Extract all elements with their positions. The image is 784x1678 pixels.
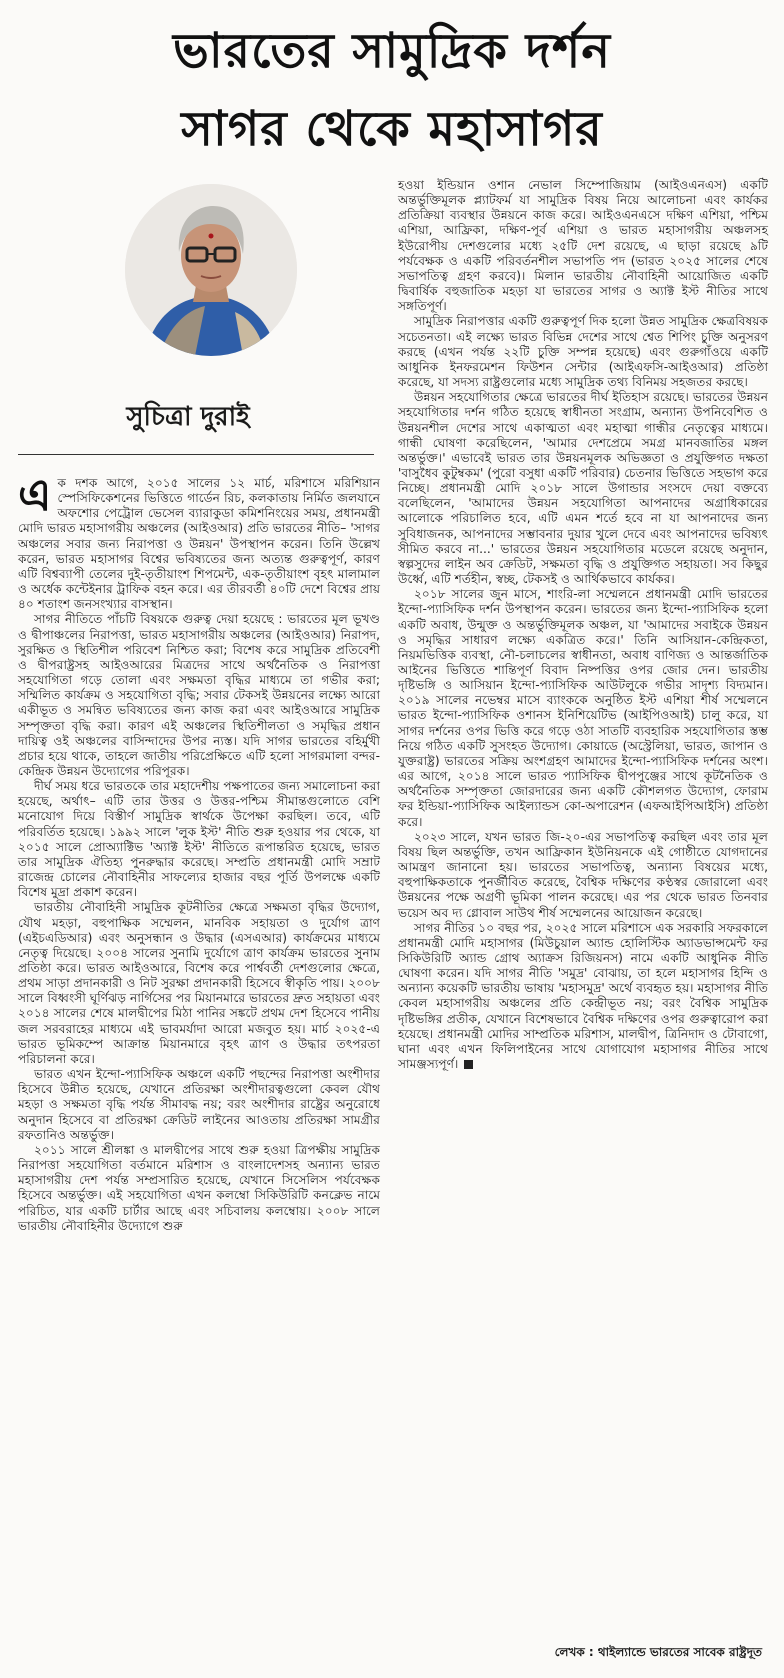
paragraph-6: ২০১১ সালে শ্রীলঙ্কা ও মালদ্বীপের সাথে শুরু হওয়া ত্রিপক্ষীয় সামুদ্রিক নিরাপত্তা সহযোগিতা বর্তমানে মরিশাস ও বাংলাদেশসহ অন্যান্য ভারত মহাসাগরীয় দেশ পর্যন্ত সম্প্রসারিত হয়েছে, যেখানে সিসেলিস পর্যবেক্ষক হিসেবে অন্তর্ভুক্ত। এই সহযোগিতা এখন কলম্বো সিকিউরিটি কনক্লেভ নামে পরিচিত, যার একটি চার্টার আছে এবং সচিবালয় কলম্বোয়। ২০০৮ সালে ভারতীয় নৌবাহিনীর উদ্যোগে শুরু	[18, 1142, 380, 1233]
paragraph-2: সাগর নীতিতে পাঁচটি বিষয়কে গুরুত্ব দেয়া হয়েছে : ভারতের মূল ভূখণ্ড ও দ্বীপাঞ্চলের নিরাপত্তা, ভারত মহাসাগরীয় অঞ্চলের (আইওআর) নিরাপদ, সুরক্ষিত ও স্থিতিশীল পরিবেশ নিশ্চিত করা; বিশেষ করে সামুদ্রিক প্রতিবেশী ও দ্বীপরাষ্ট্রসহ আইওআরের মিত্রদের সাথে অর্থনৈতিক ও নিরাপত্তা সহযোগিতা গড়ে তোলা এবং সক্ষমতা বৃদ্ধির মাধ্যমে তা গভীর করা; সম্মিলিত কার্যক্রম ও সহযোগিতা বৃদ্ধি; সবার টেকসই উন্নয়নের লক্ষ্যে আরো একীভূত ও সমন্বিত ভবিষ্যতের জন্য কাজ করা এবং আইওআরে সামুদ্রিক সম্পৃক্ততা বৃদ্ধি করা। কারণ এই অঞ্চলের স্থিতিশীলতা ও সমৃদ্ধির প্রধান দায়িত্ব ওই অঞ্চলের বাসিন্দাদের উপর ন্যস্ত। যদি সাগর ভারতের বহির্মুখী প্রচার হয়ে থাকে, তাহলে জাতীয় পরিপ্রেক্ষিতে এটি হলো সাগরমালা বন্দর-কেন্দ্রিক উন্নয়ন উদ্যোগের পরিপূরক।	[18, 612, 380, 778]
paragraph-11: ২০২৩ সালে, যখন ভারত জি-২০-এর সভাপতিত্ব করছিল এবং তার মূল বিষয় ছিল অন্তর্ভুক্তি, তখন আফ্রিকান ইউনিয়নকে এই গোষ্ঠীতে যোগদানের আমন্ত্রণ জানানো হয়। ভারতের সভাপতিত্ব, অন্যান্য বিষয়ের মধ্যে, বহুপাক্ষিকতাকে পুনর্জীবিত করেছে, বৈশ্বিক দক্ষিণের কণ্ঠস্বর জোরালো এবং উন্নয়নের পক্ষে অগ্রণী ভূমিকা পালন করেছে। এর পর থেকে ভারত তিনবার ভয়েস অব দ্য গ্লোবাল সাউথ শীর্ষ সম্মেলনের আয়োজন করেছে।	[398, 829, 768, 920]
paragraph-1	[18, 470, 380, 612]
paragraph-1-text: ক দশক আগে, ২০১৫ সালের ১২ মার্চ, মরিশাসে মরিশিয়ান স্পেসিফিকেশনের ভিত্তিতে গার্ডেন রিচ, কলকাতায় নির্মিত জলযানে অফশোর পেট্রোল ভেসেল ব্যারাকুডা কমিশনিংয়ের সময়, প্রধানমন্ত্রী মোদি ভারত মহাসাগরীয় অঞ্চলের (আইওআর) প্রতি ভারতের নীতি– 'সাগর অঞ্চলের সবার জন্য নিরাপত্তা ও উন্নয়ন' উপস্থাপন করেন। তিনি উল্লেখ করেন, ভারত মহাসাগর বিশ্বের ভবিষ্যতের জন্য অত্যন্ত গুরুত্বপূর্ণ, কারণ এটি বিশ্বব্যাপী তেলের দুই-তৃতীয়াংশ শিপমেন্ট, এক-তৃতীয়াংশ বৃহৎ মালামাল ও অর্ধেক কন্টেইনার ট্রাফিক বহন করে। এর তীরবর্তী ৪০টি দেশে বিশ্বের প্রায় ৪০ শতাংশ জনসংখ্যার বাসস্থান।	[18, 476, 380, 612]
paragraph-12	[398, 921, 768, 1073]
headline	[0, 12, 784, 168]
author-name: সুচিত্রা দুরাই	[126, 402, 250, 432]
article-right-column	[398, 178, 768, 1072]
paragraph-10: ২০১৮ সালের জুন মাসে, শাংরি-লা সম্মেলনে প্রধানমন্ত্রী মোদি ভারতের ইন্দো-প্যাসিফিক দর্শন উপস্থাপন করেন। ভারতের জন্য ইন্দো-প্যাসিফিক হলো একটি অবাধ, উন্মুক্ত ও অন্তর্ভুক্তিমূলক অঞ্চল, যা 'আমাদের সবাইকে উন্নয়ন ও সমৃদ্ধির সাধারণ লক্ষ্যে একত্রিত করে।' তিনি আসিয়ান-কেন্দ্রিকতা, নিয়মভিত্তিক ব্যবস্থা, নৌ-চলাচলের স্বাধীনতা, অবাধ বাণিজ্য ও আন্তর্জাতিক আইনের ভিত্তিতে শান্তিপূর্ণ বিবাদ নিষ্পত্তির ওপর জোর দেন। ভারতীয় দৃষ্টিভঙ্গি ও আসিয়ান ইন্দো-প্যাসিফিক আউটলুকে গভীর সাদৃশ্য বিদ্যমান। ২০১৯ সালের নভেম্বর মাসে ব্যাংককে অনুষ্ঠিত ইস্ট এশিয়া শীর্ষ সম্মেলনে ভারত ইন্দো-প্যাসিফিক ওশানস ইনিশিয়েটিভ (আইপিওআই) চালু করে, যা সাগর দর্শনের ওপর ভিত্তি করে গড়ে ওঠা সাতটি ব্যবহারিক সহযোগিতার স্তম্ভ নিয়ে গঠিত একটি সুসংহত উদ্যোগ। কোয়াডে (অস্ট্রেলিয়া, ভারত, জাপান ও যুক্তরাষ্ট্র) ভারতের সক্রিয় অংশগ্রহণ আমাদের ইন্দো-প্যাসিফিক দর্শনের অংশ। এর আগে, ২০১৪ সালে ভারত প্যাসিফিক দ্বীপপুঞ্জের সাথে কূটনৈতিক ও অর্থনৈতিক সম্পৃক্ততা জোরদারের জন্য একটি কৌশলগত উদ্যোগ, ফোরাম ফর ইন্ডিয়া-প্যাসিফিক আইল্যান্ডস কো-অপারেশন (এফআইপিআইসি) প্রতিষ্ঠা করে।	[398, 587, 768, 829]
author-photo	[125, 184, 297, 356]
end-mark-icon	[464, 1060, 473, 1069]
dropcap: এ	[18, 470, 52, 521]
author-portrait-image	[125, 184, 297, 356]
paragraph-9: উন্নয়ন সহযোগিতার ক্ষেত্রে ভারতের দীর্ঘ ইতিহাস রয়েছে। ভারতের উন্নয়ন সহযোগিতার দর্শন গঠিত হয়েছে স্বাধীনতা সংগ্রাম, অন্যান্য উপনিবেশিত ও উন্নয়নশীল দেশের সাথে একাত্মতা এবং মহাত্মা গান্ধীর নেতৃত্বের মাধ্যমে। গান্ধী ঘোষণা করেছিলেন, 'আমার দেশপ্রেমে সমগ্র মানবজাতির মঙ্গল অন্তর্ভুক্ত।' এভাবেই ভারত তার উন্নয়নমূলক অভিজ্ঞতা ও প্রযুক্তিগত দক্ষতা 'বাসুধৈব কুটুম্বকম' (পুরো বসুধা একটি পরিবার) চেতনার ভিত্তিতে সহভাগ করে নিচ্ছে। প্রধানমন্ত্রী মোদি ২০১৮ সালে উগান্ডার সংসদে দেয়া বক্তব্যে বলেছিলেন, 'আমাদের উন্নয়ন সহযোগিতা আপনাদের অগ্রাধিকারের আলোকে পরিচালিত হবে, এটি এমন শর্তে হবে না যা আপনাদের জন্য সুবিধাজনক, আপনাদের সম্ভাবনার দুয়ার খুলে দেবে এবং আপনাদের ভবিষ্যৎ সীমিত করবে না...' ভারতের উন্নয়ন সহযোগিতার মডেলে রয়েছে অনুদান, স্বল্পসুদের লাইন অব ক্রেডিট, সক্ষমতা বৃদ্ধি ও প্রযুক্তিগত সহায়তা। সব কিছুর উর্ধ্বে, এটি শর্তহীন, স্বচ্ছ, টেকসই ও আর্থিকভাবে কার্যকর।	[398, 390, 769, 587]
paragraph-5: ভারত এখন ইন্দো-প্যাসিফিক অঞ্চলে একটি পছন্দের নিরাপত্তা অংশীদার হিসেবে উন্নীত হয়েছে, যেখানে প্রতিরক্ষা অংশীদারত্বগুলো কেবল যৌথ মহড়া ও সক্ষমতা বৃদ্ধি পর্যন্ত সীমাবদ্ধ নয়; বরং অংশীদার রাষ্ট্রের অনুরোধে অনুদান হিসেবে বা প্রতিরক্ষা ক্রেডিট লাইনের আওতায় প্রতিরক্ষা সামগ্রীর রফতানিও অন্তর্ভুক্ত।	[18, 1067, 380, 1142]
paragraph-7: হওয়া ইন্ডিয়ান ওশান নেভাল সিম্পোজিয়াম (আইওএনএস) একটি অন্তর্ভুক্তিমূলক প্ল্যাটফর্ম যা সামুদ্রিক বিষয় নিয়ে আলোচনা এবং কার্যকর প্রতিক্রিয়া ব্যবস্থার উন্নয়নে কাজ করে। আইওএনএসে দক্ষিণ এশিয়া, পশ্চিম এশিয়া, আফ্রিকা, দক্ষিণ-পূর্ব এশিয়া ও ভারত মহাসাগরীয় অঞ্চলসহ ইউরোপীয় দেশগুলোর মধ্যে ২৫টি দেশ রয়েছে, এ ছাড়া রয়েছে ৯টি পর্যবেক্ষক ও একটি পরিবর্তনশীল সভাপতি পদ (ভারত ২০২৫ সালের শেষে সভাপতিত্ব গ্রহণ করবে)। মিলান ভারতীয় নৌবাহিনী আয়োজিত একটি দ্বিবার্ষিক বহুজাতিক মহড়া যা ভারতের সাগর ও অ্যাক্ট ইস্ট নীতির সাথে সঙ্গতিপূর্ণ।	[398, 178, 768, 314]
headline-line-1: ভারতের সামুদ্রিক দর্শন	[173, 23, 611, 79]
paragraph-3: দীর্ঘ সময় ধরে ভারতকে তার মহাদেশীয় পক্ষপাতের জন্য সমালোচনা করা হয়েছে, অর্থাৎ– এটি তার উত্তর ও উত্তর-পশ্চিম সীমান্তগুলোতে বেশি মনোযোগ দিয়ে বিস্তীর্ণ সামুদ্রিক স্বার্থকে উপেক্ষা করছিল। তবে, এটি পরিবর্তিত হয়েছে। ১৯৯২ সালে 'লুক ইস্ট' নীতি শুরু হওয়ার পর থেকে, যা ২০১৫ সালে প্রোঅ্যাক্টিভ 'অ্যাক্ট ইস্ট' নীতিতে রূপান্তরিত হয়েছে, ভারত তার সামুদ্রিক ঐতিহ্য পুনরুদ্ধার করেছে। সম্প্রতি প্রধানমন্ত্রী মোদি সম্রাট রাজেন্দ্র চোলের নৌবাহিনীর সাফল্যের হাজার বছর পূর্তি উপলক্ষে একটি বিশেষ মুদ্রা প্রকাশ করেন।	[18, 779, 380, 900]
paragraph-4: ভারতীয় নৌবাহিনী সামুদ্রিক কূটনীতির ক্ষেত্রে সক্ষমতা বৃদ্ধির উদ্যোগ, যৌথ মহড়া, বহুপাক্ষিক সম্মেলন, মানবিক সহায়তা ও দুর্যোগ ত্রাণ (এইচএডিআর) এবং অনুসন্ধান ও উদ্ধার (এসএআর) কার্যক্রমের মাধ্যমে নেতৃত্ব দিয়েছে। ২০০৪ সালের সুনামি দুর্যোগে ত্রাণ কার্যক্রম ভারতের সুনাম প্রতিষ্ঠা করে। ভারত আইওআরে, বিশেষ করে পার্শ্ববর্তী দেশগুলোর ক্ষেত্রে, প্রথম সাড়া প্রদানকারী ও নিট সুরক্ষা প্রদানকারী হিসেবে স্বীকৃতি পায়। ২০০৮ সালে বিধ্বংসী ঘূর্ণিঝড় নার্গিসের পর মিয়ানমারে ভারতের দ্রুত সহায়তা এবং ২০১৪ সালের শেষে মালদ্বীপের মিঠা পানির সঙ্কটে প্রথম দেশ হিসেবে পানীয় জল সরবরাহের মাধ্যমে এই ভাবমর্যাদা আরো মজবুত হয়। মার্চ ২০২৫-এ ভারত ভূমিকম্পে আক্রান্ত মিয়ানমারে বৃহৎ ত্রাণ ও উদ্ধার তৎপরতা পরিচালনা করে।	[18, 900, 380, 1066]
paragraph-8: সামুদ্রিক নিরাপত্তার একটি গুরুত্বপূর্ণ দিক হলো উন্নত সামুদ্রিক ক্ষেত্রবিষয়ক সচেতনতা। এই লক্ষ্যে ভারত বিভিন্ন দেশের সাথে শ্বেত শিপিং চুক্তি অনুসরণ করছে (এখন পর্যন্ত ২২টি চুক্তি সম্পন্ন হয়েছে) এবং গুরুগাঁওয়ে একটি আধুনিক ইনফরমেশন ফিউশন সেন্টার (আইএফসি-আইওআর) প্রতিষ্ঠা করেছে, যা সদস্য রাষ্ট্রগুলোর মধ্যে সামুদ্রিক তথ্য বিনিময় সহজতর করছে।	[398, 314, 768, 390]
byline: লেখক : থাইল্যান্ডে ভারতের সাবেক রাষ্ট্রদূত	[554, 1645, 762, 1659]
paragraph-12-text: সাগর নীতির ১০ বছর পর, ২০২৫ সালে মরিশাসে এক সরকারি সফরকালে প্রধানমন্ত্রী মোদি মহাসাগর (মিউচুয়াল অ্যান্ড হোলিস্টিক অ্যাডভান্সমেন্ট ফর সিকিউরিটি অ্যান্ড গ্রোথ অ্যাক্রস রিজিয়নস) নামে একটি আধুনিক নীতি ঘোষণা করেন। যদি সাগর নীতি 'সমুদ্র' বোঝায়, তা হলে মহাসাগর হিন্দি ও অন্যান্য কয়েকটি ভারতীয় ভাষায় 'মহাসমুদ্র' অর্থে ব্যবহৃত হয়। মহাসাগর নীতি কেবল মহাসাগরীয় অঞ্চলের প্রতি কেন্দ্রীভূত নয়; বরং বৈশ্বিক সামুদ্রিক দৃষ্টিভঙ্গির প্রতীক, যেখানে বিশেষভাবে বৈশ্বিক দক্ষিণের ওপর গুরুত্বারোপ করা হয়েছে। প্রধানমন্ত্রী মোদির সাম্প্রতিক মরিশাস, মালদ্বীপ, ত্রিনিদাদ ও টোবাগো, ঘানা এবং এখন ফিলিপাইনের সাথে যোগাযোগ মহাসাগর নীতির সাথে সামঞ্জস্যপূর্ণ।	[398, 920, 768, 1072]
author-divider	[18, 454, 374, 455]
headline-line-2: সাগর থেকে মহাসাগর	[181, 101, 603, 157]
article-left-column	[18, 470, 380, 1234]
